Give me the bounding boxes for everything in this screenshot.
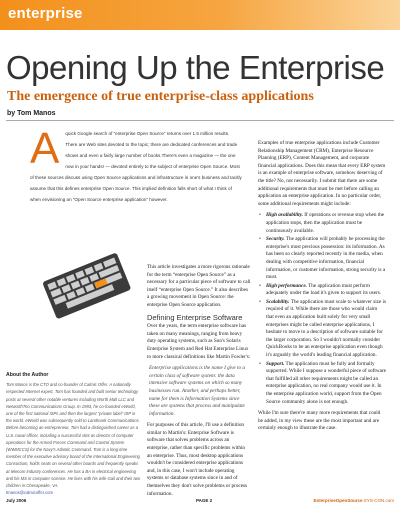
- article-byline: by Tom Manos: [7, 110, 56, 117]
- author-email-link[interactable]: tmanos@calmicoffer.com: [6, 490, 53, 496]
- lead-section: [30, 124, 242, 212]
- right-paragraph: Examples of true enterprise applications include Customer Relationship Management (CRM), Enterprise Resource Planning (ERP), Content Management, and corporate financial applications. Does this mean that every ERP system is an example of enterprise software, somehow deserving of the title? No, not necessarily. I submit that there are some additional requirements that must be met before calling an application an enterprise application. In no particular order, some additional requirements might include:: [258, 140, 386, 207]
- list-item-term: Support.: [266, 360, 285, 367]
- about-author-box: [6, 372, 142, 496]
- section-label: enterprise: [8, 5, 83, 22]
- list-item: [266, 361, 386, 407]
- footer-brand: [313, 498, 394, 503]
- list-item-term: Security.: [266, 236, 285, 243]
- header-divider: [6, 120, 394, 121]
- section-header-bar: [0, 0, 400, 30]
- list-item: [266, 283, 386, 298]
- list-item-term: Scalability.: [266, 298, 290, 305]
- mid-paragraph: Over the years, the term enterprise software has taken on many meanings, ranging from heavy duty operating systems, such as Sun's Solaris Enterprise System and Red Hat Enterprise Linux to more classical definitions like Martin Fowler's:: [147, 323, 251, 360]
- list-item-text: The application will probably be processing the enterprise's most precious possession: its information. As has been so clearly reported recently in the media, when dealing with competitive information, financial information, or customer information, strong security is a must.: [266, 236, 386, 281]
- lead-paragraph: quick Google search of “enterprise Open Source” returns over 1.5 million results. There are Web sites devoted to the topic; there are dedicated conferences and trade shows and even a fairly large number of books.There's even a magazine — the one now in your hands! — devoted entirely to the subject of enterprise Open Source. Most of these sources discuss using Open Source applications and infrastructure in one's business and tacitly assume that this defines enterprise Open Source. This implied definition falls short of what I think of when envisioning an “Open Source enterprise application” however.: [30, 131, 242, 202]
- list-item-text: The application must be fully and formally supported. While I suppose a wonderful piece of software that fulfilled all other requirements might be called an enterprise application, no real company would use it. In the enterprise application world, support from the Open Source community alone is not enough.: [266, 360, 386, 405]
- list-item-term: High performance.: [266, 282, 307, 289]
- list-item-text: If operations or revenue stop when the application stops, then the application must be continuously available.: [266, 212, 385, 234]
- list-item-text: The application must perform adequately under the load it's given to support its users.: [266, 282, 382, 297]
- about-heading: About the Author: [6, 372, 49, 378]
- right-paragraph: While I'm sure there're many more requirements that could be added, in my view these are the most important and are certainly enough to illustrate the case.: [258, 410, 381, 432]
- list-item: [266, 236, 386, 282]
- requirements-list: [258, 212, 386, 406]
- drop-cap: A: [30, 124, 60, 173]
- middle-column: [147, 264, 251, 502]
- list-item-term: High availability.: [266, 212, 303, 219]
- about-text: Tom Manos is the CTO and co-founder of Calmic Offer. A nationally respected Internet expert, Tom has founded and built senior technology posts at several other notable ventures including Worth Mall LLC and NetworthTrio Communications Group. In 1993, he co-founded eWorld, one of the first national ISPs and then the largest “private label” ISP in the world. eWorld was subsequently sold to Landmark Communications. Before becoming an entrepreneur, Tom had a distinguished career as a U.S. naval officer, including a successful stint as director of computer operations for the Armed Forces Command and Control System (WWMCCS) for the Navy's Atlantic Command. Tom is a long-time member of the executive advisory board of the International Engineering Consortium, holds seats on several other boards and frequently speaks at telecom industry conferences. He has a BA in electrical engineering and his MS in computer science. He lives with his wife Gail and their two children in Chesapeake, VA.: [6, 382, 141, 489]
- keyboard-illustration: [36, 236, 136, 332]
- article-deck: The emergence of true enterprise-class applications: [7, 89, 314, 104]
- article-headline: Opening Up the Enterprise: [6, 49, 385, 86]
- list-item: [266, 212, 386, 235]
- list-item-text: The application must scale to whatever size is required of it. While there are those who would claim that even an application built solely for very small enterprises might be called enterprise applications, I hesitate to move to a description of software suitable for the larger corporation. So I wouldn't normally consider QuickBooks to be an enterprise application even though it's arguably the world's leading financial application.: [266, 298, 387, 359]
- footer-brand-rest: .SYS-CON.com: [362, 498, 394, 503]
- mid-paragraph: This article investigates a more rigorous rationale for the term “enterprise Open Source” as a necessary for a particular piece of software to call itself “enterprise Open Source.” It also describes a growing movement in Open Source: the enterprise Open Source application.: [147, 264, 251, 308]
- footer-brand-bold: EnterpriseOpenSource: [313, 498, 363, 503]
- right-column: [258, 140, 386, 437]
- list-item: [266, 299, 386, 360]
- mid-paragraph: For purposes of this article, I'll use a definition similar to Martin's: Enterprise Software is software that solves problems across an enterprise, rather than specific problems within an enterprise. Thus, most desktop applications wouldn't be considered enterprise applications and, in this case, I won't include operating systems or database systems since in and of themselves they don't solve problems or process information.: [147, 422, 248, 497]
- page-number: PAGE 2: [196, 498, 213, 503]
- block-quote: Enterprise applications is the name I give to a certain class of software system: the data intensive software systems on which so many businesses run. Another, and perhaps better, name for them is Information Systems since these are systems that process and manipulate information.: [149, 365, 245, 417]
- issue-date: July 2006: [6, 498, 27, 503]
- section-heading: Defining Enterprise Software: [147, 312, 243, 322]
- page-footer: [6, 498, 394, 508]
